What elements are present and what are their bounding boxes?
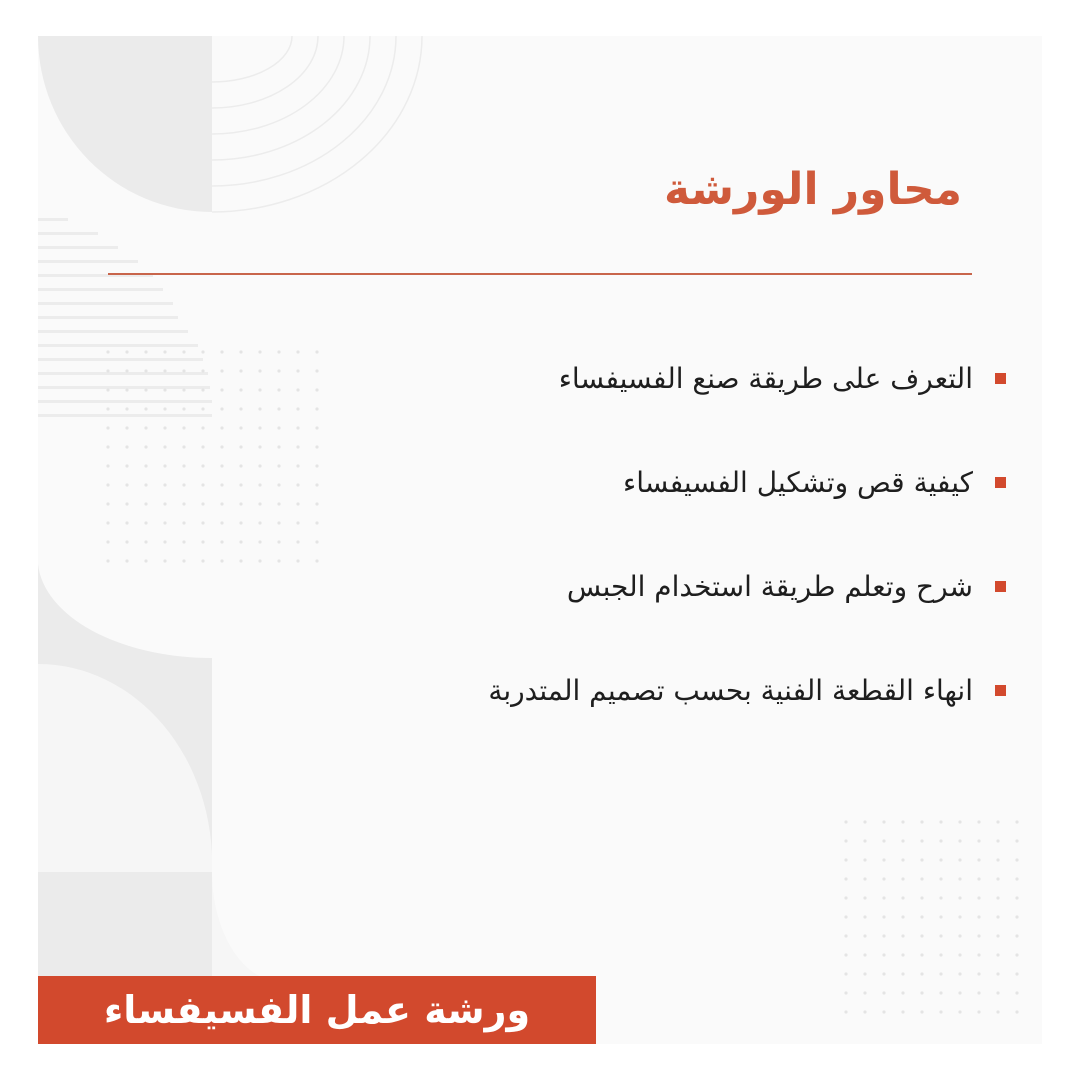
top-left-quarter-circle [38,36,212,212]
left-stripes [38,218,212,417]
list-item [306,534,1006,638]
square-bullet-icon [995,477,1006,488]
list-item [306,430,1006,534]
bottom-left-curve [212,872,282,982]
topic-text: التعرف على طريقة صنع الفسيفساء [558,361,973,395]
banner-text: ورشة عمل الفسيفساء [103,988,531,1032]
topic-text: كيفية قص وتشكيل الفسيفساء [623,465,973,499]
workshop-banner [38,976,596,1044]
topic-text: شرح وتعلم طريقة استخدام الجبس [566,569,973,603]
topic-text: انهاء القطعة الفنية بحسب تصميم المتدربة [488,673,973,707]
post-card [38,36,1042,1044]
page-title: محاور الورشة [664,164,962,215]
right-dot-grid [844,820,1018,1013]
list-item [306,638,1006,742]
topic-list [306,326,1006,742]
square-bullet-icon [995,373,1006,384]
concentric-arcs [212,36,422,212]
square-bullet-icon [995,685,1006,696]
square-bullet-icon [995,581,1006,592]
list-item [306,326,1006,430]
title-divider [108,273,972,275]
left-dot-grid [106,350,318,562]
